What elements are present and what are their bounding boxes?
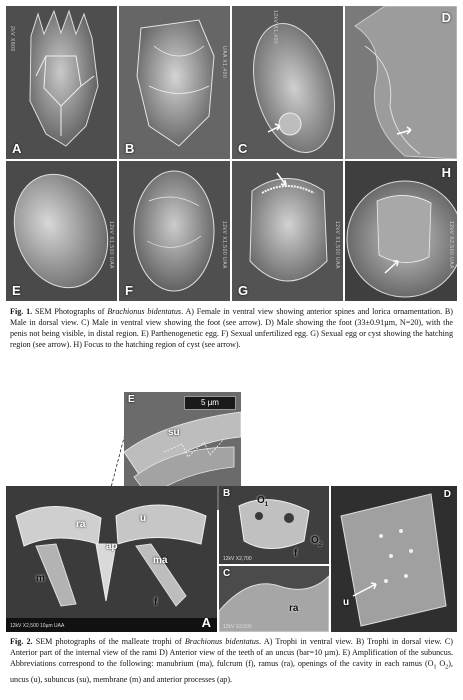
panel-label: A	[12, 141, 22, 156]
trophi-dorsal-image	[219, 486, 329, 564]
sem-metadata: 12kV X2,700	[223, 556, 252, 562]
panel-label: B	[223, 488, 231, 499]
figure1-caption-text: . A) Female in ventral view showing anterior spines and lorica ornamentation. B) Male in dorsal view. C) Male in ventral view showing the foot (see arrow). D) Male showing the foot (33±0.91µm, N=20), with the penis not being visible, in distal region. E) Parthenogenetic egg. F) Sexual unfertilized egg. G) Sexual egg or cyst showing the hatching region (see arrow). H) Focus to the hatching region of cyst (see arrow).	[10, 307, 453, 349]
fig2-panel-b	[219, 486, 329, 564]
uncus-teeth-image	[331, 486, 457, 632]
sem-metadata: 12kV X1,500 UAA	[221, 221, 227, 269]
figure2-caption-text: . A) Trophi in ventral view. B) Trophi in dorsal view. C) Anterior part of the internal view of the rami D) Anterior view of the teeth of an uncus (bar=10 µm). E) Amplification of the subuncus. Abbreviations correspond to the following: manubrium (ma), fulcrum (f), ramus (ra), openings of the cavity in each ramus (O	[10, 637, 453, 668]
panel-label: E	[12, 283, 21, 298]
figure1-caption-intro: SEM Photographs of	[32, 307, 108, 316]
uncus-tag: u	[140, 513, 147, 524]
uncus-tag: u	[343, 597, 350, 608]
panel-label: A	[201, 615, 211, 630]
figure2-caption-species: Brachionus bidentatus	[184, 637, 260, 646]
manubrium-tag: ma	[153, 555, 168, 566]
sem-metadata: 12kV X2,500 10µm UAA	[10, 623, 65, 629]
figure1-caption-species: Brachionus bidentatus	[107, 307, 182, 316]
ramus-tag: ra	[76, 519, 86, 530]
figure1-caption-label: Fig. 1.	[10, 307, 33, 316]
fig2-panel-d	[331, 486, 457, 632]
rami-internal-image	[219, 566, 329, 632]
panel-label: E	[128, 394, 135, 405]
panel-label: D	[443, 489, 451, 500]
panel-label: B	[125, 141, 135, 156]
panel-label: C	[223, 568, 231, 579]
ramus-tag: ra	[289, 603, 299, 614]
membrane-tag: m	[36, 573, 45, 584]
fig2-panel-c	[219, 566, 329, 632]
panel-label: F	[125, 283, 133, 298]
sem-metadata: 12kV X3,500	[223, 624, 252, 630]
opening-o2-tag: $O_2$	[311, 535, 323, 548]
fig2-panel-a	[6, 486, 217, 632]
figure2-caption-label: Fig. 2.	[10, 637, 33, 646]
sem-metadata: 2kV X800	[9, 26, 15, 52]
sem-metadata: 12kV X1,500 UAA	[108, 221, 114, 269]
panel-label: C	[238, 141, 248, 156]
scale-bar-box	[184, 396, 236, 410]
scale-bar-label: 5 µm	[201, 398, 219, 407]
figure2-caption-intro: SEM photographs of the malleate trophi of	[32, 637, 185, 646]
fulcrum-tag: f	[294, 548, 298, 559]
sem-metadata: 12kV X1,500 UAA	[334, 221, 340, 269]
panel-label: D	[441, 10, 451, 25]
sem-metadata: 12kV X1,400	[272, 10, 278, 45]
panel-label: H	[441, 165, 451, 180]
panel-label: G	[238, 283, 249, 298]
fulcrum-tag: f	[154, 597, 158, 608]
opening-o1-tag: $O_1$	[257, 495, 269, 508]
figure2-caption: Fig. 2. SEM photographs of the malleate trophi of Brachionus bidentatus. A) Trophi in ventral view. B) Trophi in dorsal view. C) Anterior part of the internal view of the rami D) Anterior view of the teeth of an uncus (bar=10 µm). E) Amplification of the subuncus. Abbreviations correspond to the following: manubrium (ma), fulcrum (f), ramus (ra), openings of the cavity in each ramus ($O_1$ $O_2$), uncus (u), subuncus (su), membrane (m) and anterior processes (ap).	[10, 637, 454, 684]
trophi-ventral-image	[6, 486, 217, 632]
sem-metadata: UAA X1,400	[221, 46, 227, 79]
sem-metadata: 12kV X2,500 UAA	[448, 221, 454, 269]
anterior-process-tag: ap	[106, 541, 118, 552]
subuncus-tag: su	[168, 427, 180, 438]
